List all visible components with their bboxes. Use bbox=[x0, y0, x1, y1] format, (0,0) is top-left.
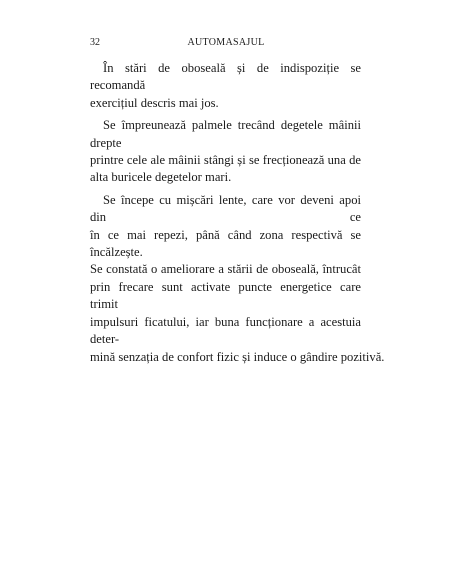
text-line: Se începe cu mișcări lente, care vor deveni apoi din ce bbox=[90, 192, 361, 225]
text-line: în ce mai repezi, până când zona respectivă se încălzește. bbox=[90, 227, 361, 260]
text-line: exercițiul descris mai jos. bbox=[90, 95, 219, 110]
paragraph-2 bbox=[90, 117, 361, 187]
text-line: impulsuri ficatului, iar buna funcționare a acestuia deter- bbox=[90, 314, 361, 347]
text-line: printre cele ale mâinii stângi și se frecționează una de bbox=[90, 153, 361, 168]
running-title: AUTOMASAJUL bbox=[187, 37, 265, 48]
paragraph-1 bbox=[90, 60, 361, 112]
text-line: Se împreunează palmele trecând degetele mâinii drepte bbox=[90, 118, 361, 150]
page-header bbox=[90, 36, 362, 50]
text-line: alta buricele degetelor mari. bbox=[90, 170, 232, 185]
page-number: 32 bbox=[90, 37, 100, 48]
text-line: prin frecare sunt activate puncte energetice care trimit bbox=[90, 279, 361, 312]
body-text bbox=[90, 60, 385, 371]
paragraph-3 bbox=[90, 192, 385, 366]
text-line: Se constată o ameliorare a stării de oboseală, întrucât bbox=[90, 262, 361, 277]
text-line: mină senzația de confort fizic și induce o gândire pozitivă. bbox=[90, 349, 385, 364]
text-line: În stări de oboseală și de indispoziție se recomandă bbox=[90, 61, 361, 93]
